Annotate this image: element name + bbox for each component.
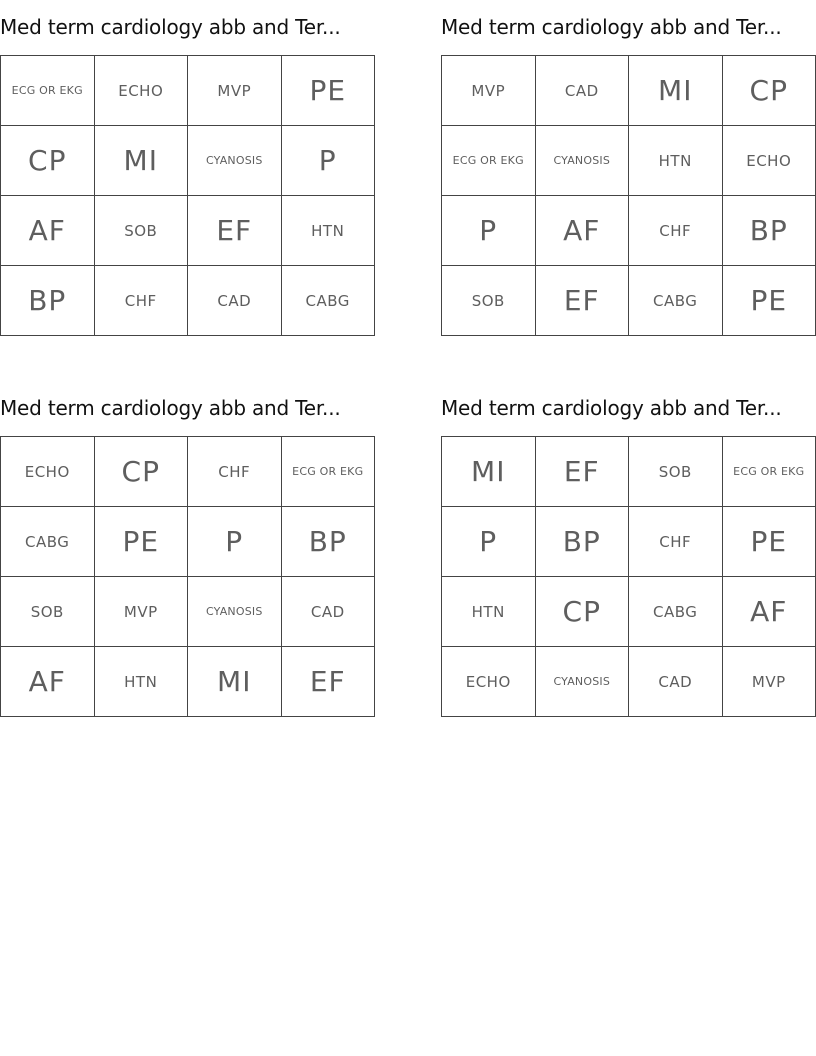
bingo-cell: SOB — [1, 577, 95, 647]
bingo-grid — [0, 436, 375, 717]
bingo-cell: SOB — [442, 266, 536, 336]
card-title: Med term cardiology abb and Ter... — [0, 15, 341, 39]
bingo-cell: P — [442, 507, 536, 577]
bingo-cell: PE — [723, 507, 816, 577]
bingo-cell: CYANOSIS — [536, 126, 630, 196]
bingo-cell: ECG OR EKG — [1, 56, 95, 126]
bingo-cell: MI — [629, 56, 723, 126]
bingo-cell: CHF — [188, 437, 282, 507]
card-title: Med term cardiology abb and Ter... — [441, 15, 782, 39]
bingo-cell: MVP — [188, 56, 282, 126]
bingo-cell: ECG OR EKG — [282, 437, 376, 507]
bingo-grid — [0, 55, 375, 336]
bingo-cell: EF — [282, 647, 376, 717]
bingo-grid — [441, 55, 816, 336]
bingo-cell: P — [188, 507, 282, 577]
bingo-cell: HTN — [282, 196, 376, 266]
bingo-cell: AF — [723, 577, 816, 647]
bingo-cell: ECHO — [1, 437, 95, 507]
bingo-cell: AF — [1, 196, 95, 266]
bingo-cell: ECHO — [723, 126, 816, 196]
bingo-card — [441, 12, 816, 336]
bingo-cell: BP — [536, 507, 630, 577]
bingo-cell: BP — [282, 507, 376, 577]
bingo-cell: CABG — [629, 577, 723, 647]
bingo-cell: AF — [1, 647, 95, 717]
bingo-cell: EF — [188, 196, 282, 266]
bingo-cell: CYANOSIS — [536, 647, 630, 717]
bingo-cell: EF — [536, 437, 630, 507]
bingo-cell: MVP — [95, 577, 189, 647]
bingo-cell: ECG OR EKG — [442, 126, 536, 196]
bingo-cell: HTN — [629, 126, 723, 196]
bingo-cell: PE — [282, 56, 376, 126]
bingo-cell: CAD — [282, 577, 376, 647]
bingo-cell: MI — [95, 126, 189, 196]
bingo-cell: ECHO — [442, 647, 536, 717]
bingo-cell: ECG OR EKG — [723, 437, 816, 507]
bingo-cell: CABG — [1, 507, 95, 577]
bingo-cell: CP — [723, 56, 816, 126]
bingo-cell: PE — [723, 266, 816, 336]
bingo-cell: CYANOSIS — [188, 577, 282, 647]
bingo-cell: CHF — [629, 507, 723, 577]
bingo-cell: CAD — [536, 56, 630, 126]
bingo-cell: MVP — [723, 647, 816, 717]
bingo-cell: CHF — [95, 266, 189, 336]
bingo-cell: HTN — [442, 577, 536, 647]
bingo-cell: BP — [1, 266, 95, 336]
bingo-cell: EF — [536, 266, 630, 336]
bingo-cell: CP — [95, 437, 189, 507]
card-title: Med term cardiology abb and Ter... — [441, 396, 782, 420]
bingo-cell: CHF — [629, 196, 723, 266]
bingo-cell: CABG — [282, 266, 376, 336]
bingo-cell: CYANOSIS — [188, 126, 282, 196]
bingo-cell: SOB — [95, 196, 189, 266]
bingo-cell: CP — [1, 126, 95, 196]
bingo-cell: CAD — [629, 647, 723, 717]
bingo-card — [0, 393, 375, 717]
bingo-card — [0, 12, 375, 336]
card-title: Med term cardiology abb and Ter... — [0, 396, 341, 420]
bingo-cell: CP — [536, 577, 630, 647]
bingo-cell: P — [282, 126, 376, 196]
bingo-cell: SOB — [629, 437, 723, 507]
bingo-cell: MI — [442, 437, 536, 507]
bingo-card — [441, 393, 816, 717]
bingo-cell: MI — [188, 647, 282, 717]
bingo-cell: BP — [723, 196, 816, 266]
bingo-cell: AF — [536, 196, 630, 266]
bingo-cell: CABG — [629, 266, 723, 336]
bingo-cell: ECHO — [95, 56, 189, 126]
bingo-grid — [441, 436, 816, 717]
bingo-cell: CAD — [188, 266, 282, 336]
bingo-cell: P — [442, 196, 536, 266]
bingo-cell: PE — [95, 507, 189, 577]
bingo-cell: HTN — [95, 647, 189, 717]
bingo-cell: MVP — [442, 56, 536, 126]
